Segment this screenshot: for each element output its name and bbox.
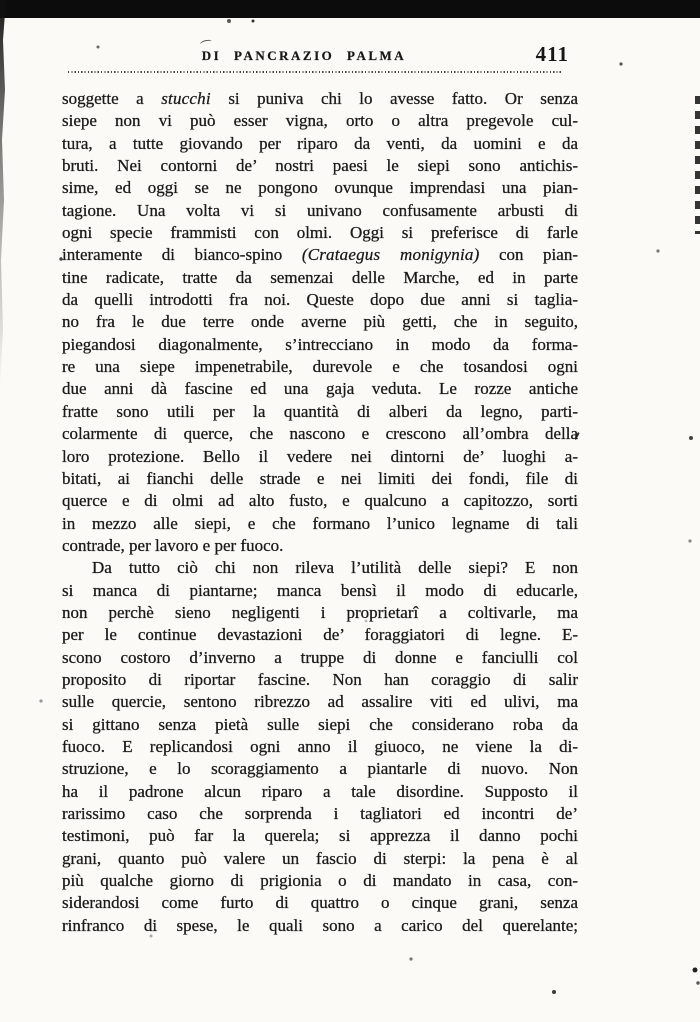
text-line: in mezzo alle siepi, e che formano l’unico legname di tali bbox=[62, 513, 578, 533]
page-header bbox=[62, 42, 578, 72]
text-line: si manca di piantarne; manca bensì il modo di educarle, bbox=[62, 580, 578, 600]
text-line: soggette a stucchi si puniva chi lo avesse fatto. Or senza bbox=[62, 89, 578, 108]
text-line: ogni specie frammisti con olmi. Oggi si preferisce di farle bbox=[62, 223, 578, 243]
text-line: siderandosi come furto di quattro o cinque grani, senza bbox=[62, 893, 578, 913]
text-line: testimoni, può far la querela; si apprezza il danno pochi bbox=[62, 826, 578, 846]
text-line: bitati, ai fianchi delle strade e nei limiti dei fondi, file di bbox=[62, 468, 578, 488]
scan-artifact-right-edge bbox=[695, 96, 700, 234]
text-line: tura, a tutte giovando per riparo da venti, da uomini e da bbox=[62, 133, 578, 153]
text-line: colarmente di querce, che nascono e crescono all’ombra della bbox=[62, 424, 578, 444]
text-line: fratte sono utili per la quantità di alberi da legno, parti- bbox=[62, 401, 578, 421]
text-line: tine radicate, tratte da semenzai delle Marche, ed in parte bbox=[62, 267, 578, 287]
text-line: re una siepe impenetrabile, durevole e che tosandosi ogni bbox=[62, 357, 578, 377]
text-line: proposito di riportar fascine. Non han coraggio di salir bbox=[62, 669, 578, 689]
scan-artifact-top-edge bbox=[0, 0, 700, 18]
text-line: Da tutto ciò chi non rileva l’utilità delle siepi? E non bbox=[92, 558, 578, 578]
page-number: 411 bbox=[535, 42, 569, 66]
text-line: querce e di olmi ad alto fusto, e qualcuno a capitozzo, sorti bbox=[62, 491, 578, 511]
text-line: sime, ed oggi se ne pongono ovunque imprendasi una pian- bbox=[62, 178, 578, 198]
body-text bbox=[62, 88, 578, 937]
text-line: bruti. Nei contorni de’ nostri paesi le siepi sono antichis- bbox=[62, 156, 578, 176]
text-line: per le continue devastazioni de’ foraggiatori di legne. E- bbox=[62, 625, 578, 645]
text-line: rarissimo caso che sorprenda i tagliatori ed incontri de’ bbox=[62, 804, 578, 823]
text-line: no fra le due terre onde averne più getti, che in seguito, bbox=[62, 312, 578, 332]
text-line: grani, quanto può valere un fascio di sterpi: la pena è al bbox=[62, 848, 578, 868]
text-line: siepe non vi può esser vigna, orto o altra pregevole cul- bbox=[62, 111, 578, 131]
text-line: due anni dà fascine ed una gaja veduta. Le rozze antiche bbox=[62, 379, 578, 399]
text-line: loro protezione. Bello il vedere nei dintorni de’ luoghi a- bbox=[62, 446, 578, 466]
text-line: rinfranco di spese, le quali sono a carico del querelante; bbox=[62, 915, 578, 935]
text-line: non perchè sieno negligenti i proprietarî a coltivarle, ma bbox=[62, 602, 578, 622]
text-line: struzione, e lo scoraggiamento a piantarle di nuovo. Non bbox=[62, 759, 578, 779]
text-line: tagione. Una volta vi si univano confusamente arbusti di bbox=[62, 200, 578, 220]
text-line: si gittano senza pietà sulle siepi che considerano roba da bbox=[62, 714, 578, 734]
scan-artifact-left-edge bbox=[0, 0, 6, 390]
text-line: da quelli introdotti fra noi. Queste dopo due anni si taglia- bbox=[62, 290, 578, 310]
text-line: interamente di bianco-spino (Crataegus monigynia) con pian- bbox=[62, 245, 578, 265]
text-line: ha il padrone alcun riparo a tale disordine. Supposto il bbox=[62, 781, 578, 801]
scan-artifact-speckles bbox=[0, 0, 2, 2]
text-line: piegandosi diagonalmente, s’intrecciano in modo da forma- bbox=[62, 334, 578, 354]
text-line: fuoco. E replicandosi ogni anno il giuoco, ne viene la di- bbox=[62, 736, 578, 756]
text-line: scono costoro d’inverno a truppe di donne e fanciulli col bbox=[62, 647, 578, 667]
header-rule bbox=[68, 71, 563, 73]
text-line: sulle quercie, sentono ribrezzo ad assalire viti ed ulivi, ma bbox=[62, 692, 578, 712]
text-line: più qualche giorno di prigionia o di mandato in casa, con- bbox=[62, 871, 578, 891]
running-title: DI PANCRAZIO PALMA bbox=[201, 48, 407, 63]
text-line: contrade, per lavoro e per fuoco. bbox=[62, 535, 284, 555]
